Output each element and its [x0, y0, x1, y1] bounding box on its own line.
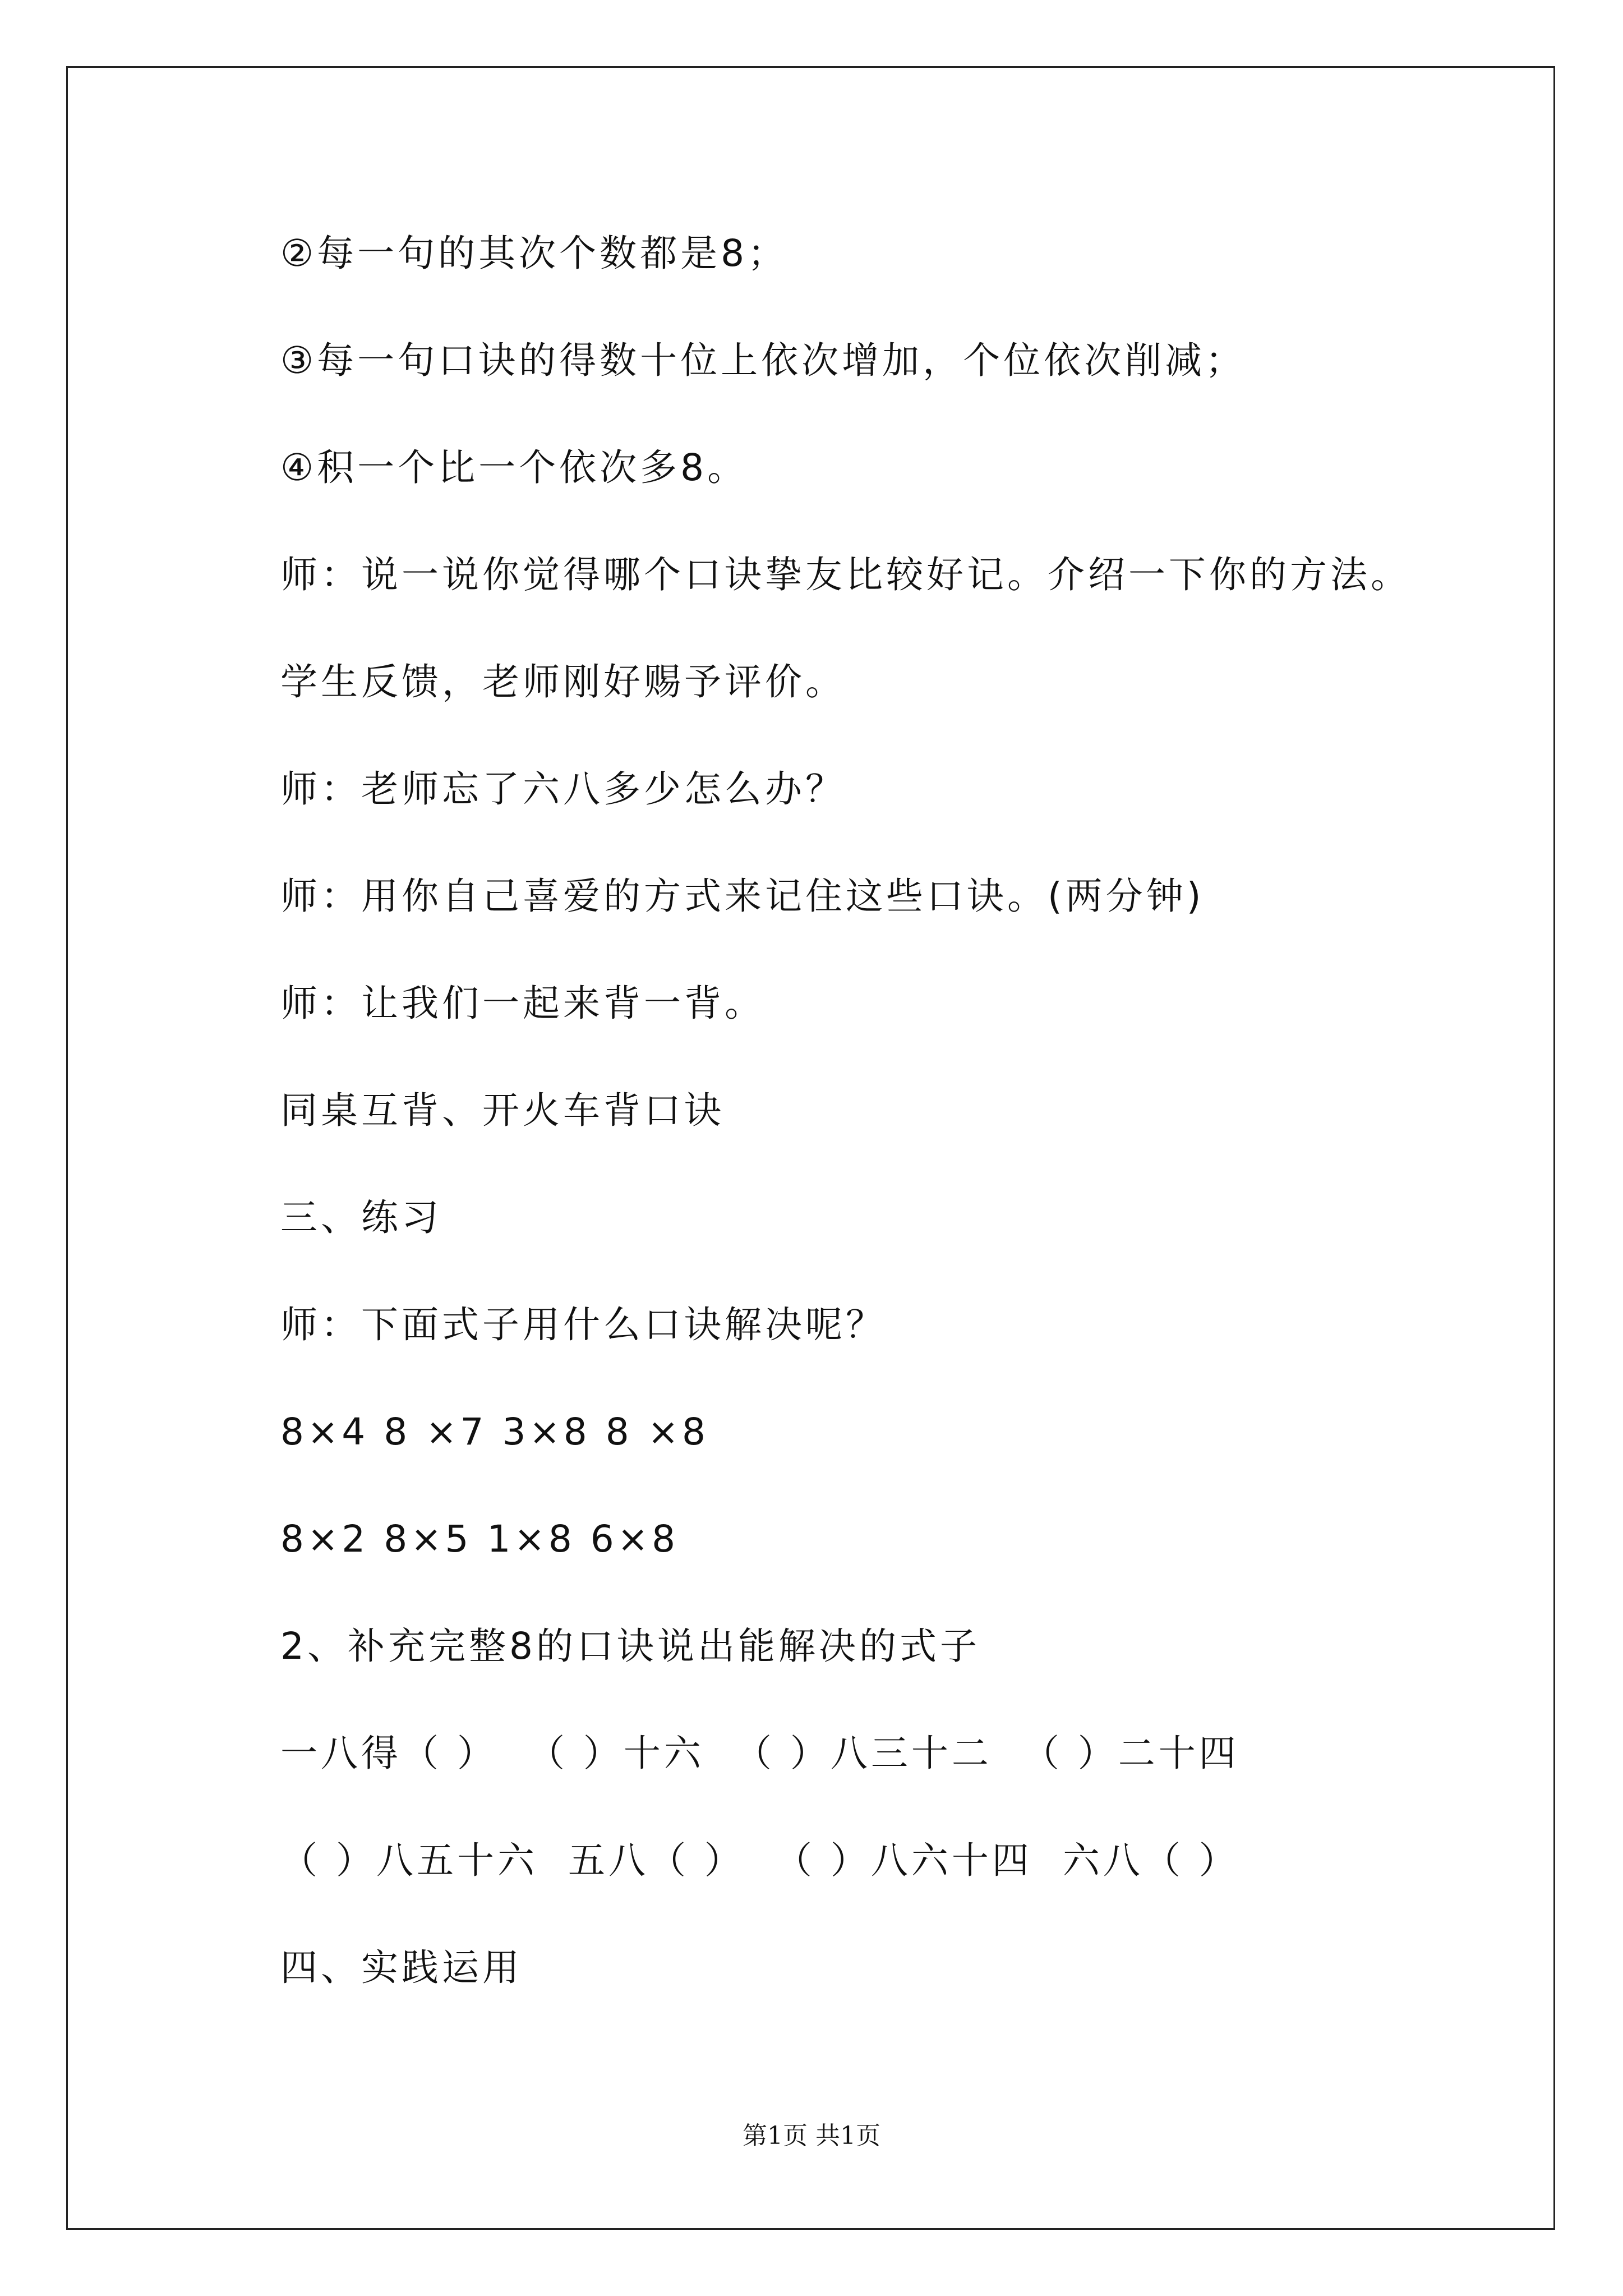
- section-heading: 四、实践运用: [280, 1946, 523, 1989]
- text-line: ②每一句的其次个数都是8；: [280, 232, 789, 275]
- fill-in-exercise: 一八得（ ） （ ）十六 （ ）八三十二 （ ）二十四: [280, 1732, 1239, 1775]
- math-expressions: 8×4 8 ×7 3×8 8 ×8: [280, 1410, 709, 1453]
- text-line: 师：让我们一起来背一背。: [280, 982, 765, 1025]
- text-line: 师：说一说你觉得哪个口诀挚友比较好记。介绍一下你的方法。: [280, 553, 1411, 596]
- section-heading: 三、练习: [280, 1196, 442, 1239]
- text-line: 学生反馈，老师刚好赐予评价。: [280, 660, 846, 703]
- text-line: 师：用你自己喜爱的方式来记住这些口诀。(两分钟): [280, 875, 1205, 918]
- text-line: ③每一句口诀的得数十位上依次增加，个位依次削减；: [280, 339, 1246, 382]
- text-line: ④积一个比一个依次多8。: [280, 446, 748, 489]
- text-line: 同桌互背、开火车背口诀: [280, 1089, 725, 1132]
- page-number: 第1页 共1页: [743, 2122, 880, 2150]
- page-border: [66, 66, 1555, 2230]
- text-line: 2、补充完整8的口诀说出能解决的式子: [280, 1625, 980, 1668]
- fill-in-exercise: （ ）八五十六 五八（ ） （ ）八六十四 六八（ ）: [280, 1839, 1239, 1882]
- text-line: 师：老师忘了六八多少怎么办？: [280, 767, 846, 811]
- text-line: 师：下面式子用什么口诀解决呢？: [280, 1303, 886, 1346]
- math-expressions: 8×2 8×5 1×8 6×8: [280, 1517, 679, 1561]
